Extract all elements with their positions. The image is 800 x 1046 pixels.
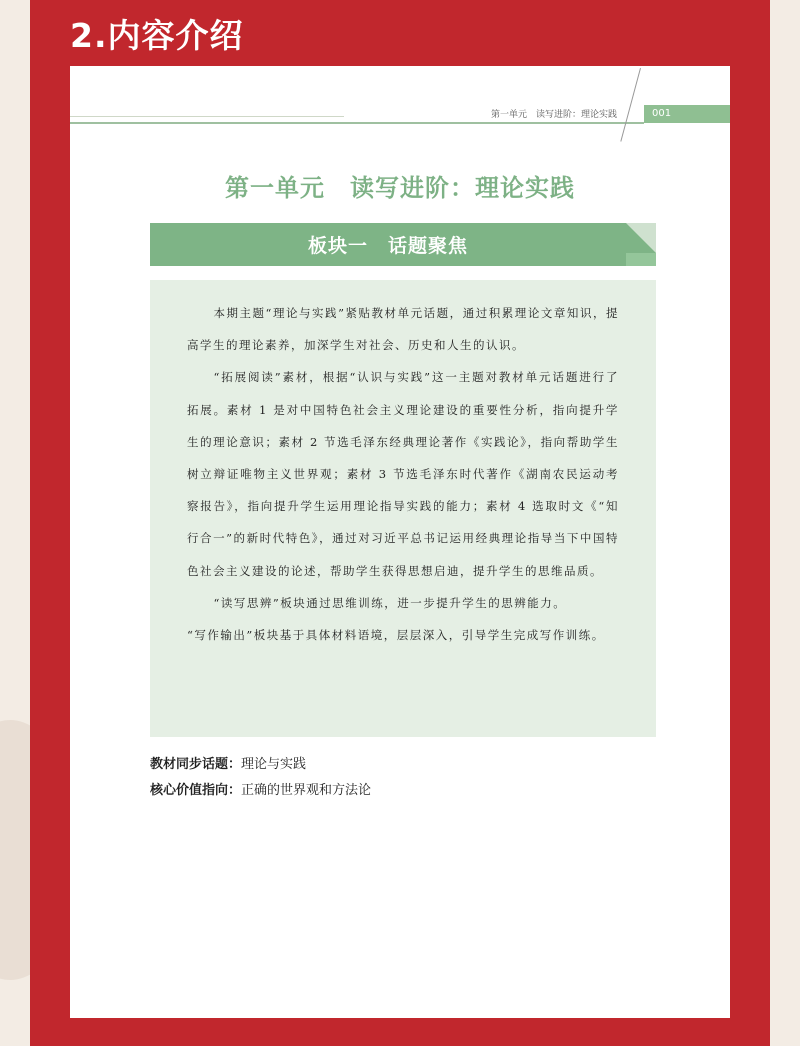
banner-fold-strip [626,253,656,266]
topic-line [150,753,306,772]
running-header: 第一单元 读写进阶：理论实践 [490,110,617,120]
intro-paragraph: “拓展阅读”素材，根据“认识与实践”这一主题对教材单元话题进行了拓展。素材 1 是对中国特色社会主义理论建设的重要性分析，指向提升学生的理论意识；素材 2 节选毛泽东经典理论著作《实践论》，指向帮助学生树立辩证唯物主义世界观；素材 3 节选毛泽东时代著作《湖南农民运动考察报告》，指向提升学生运用理论指导实践的能力；素材 4 选取时文《“知行合一”的新时代特色》，通过对习近平总书记运用经典理论指导当下中国特色社会主义建设的论述，帮助学生获得思想启迪，提升学生的思维品质。 [187,370,619,578]
intro-text [187,297,619,651]
unit-title: 第一单元 读写进阶：理论实践 [225,174,575,202]
intro-box [150,280,656,737]
topic-value: 理论与实践 [241,757,307,772]
intro-paragraph: “写作输出”板块基于具体材料语境，层层深入，引导学生完成写作训练。 [187,628,605,643]
topic-label: 教材同步话题： [150,757,242,772]
header-rule [70,122,644,124]
document-page [70,66,730,1018]
section-title: 2.内容介绍 [70,16,244,55]
header-divider [620,68,641,142]
intro-paragraph: “读写思辨”板块通过思维训练，进一步提升学生的思辨能力。 [213,595,567,610]
intro-paragraph: 本期主题“理论与实践”紧贴教材单元话题，通过积累理论文章知识，提高学生的理论素养，加深学生对社会、历史和人生的认识。 [187,306,619,353]
banner-title: 板块一 话题聚焦 [307,235,468,257]
section-banner [150,223,656,266]
page-number: 001 [652,108,672,119]
value-value: 正确的世界观和方法论 [241,783,372,798]
header-rule-thin [70,116,344,117]
value-line [150,779,371,798]
banner-fold-corner [626,223,656,253]
page-number-tab [644,105,730,123]
value-label: 核心价值指向： [150,783,242,798]
